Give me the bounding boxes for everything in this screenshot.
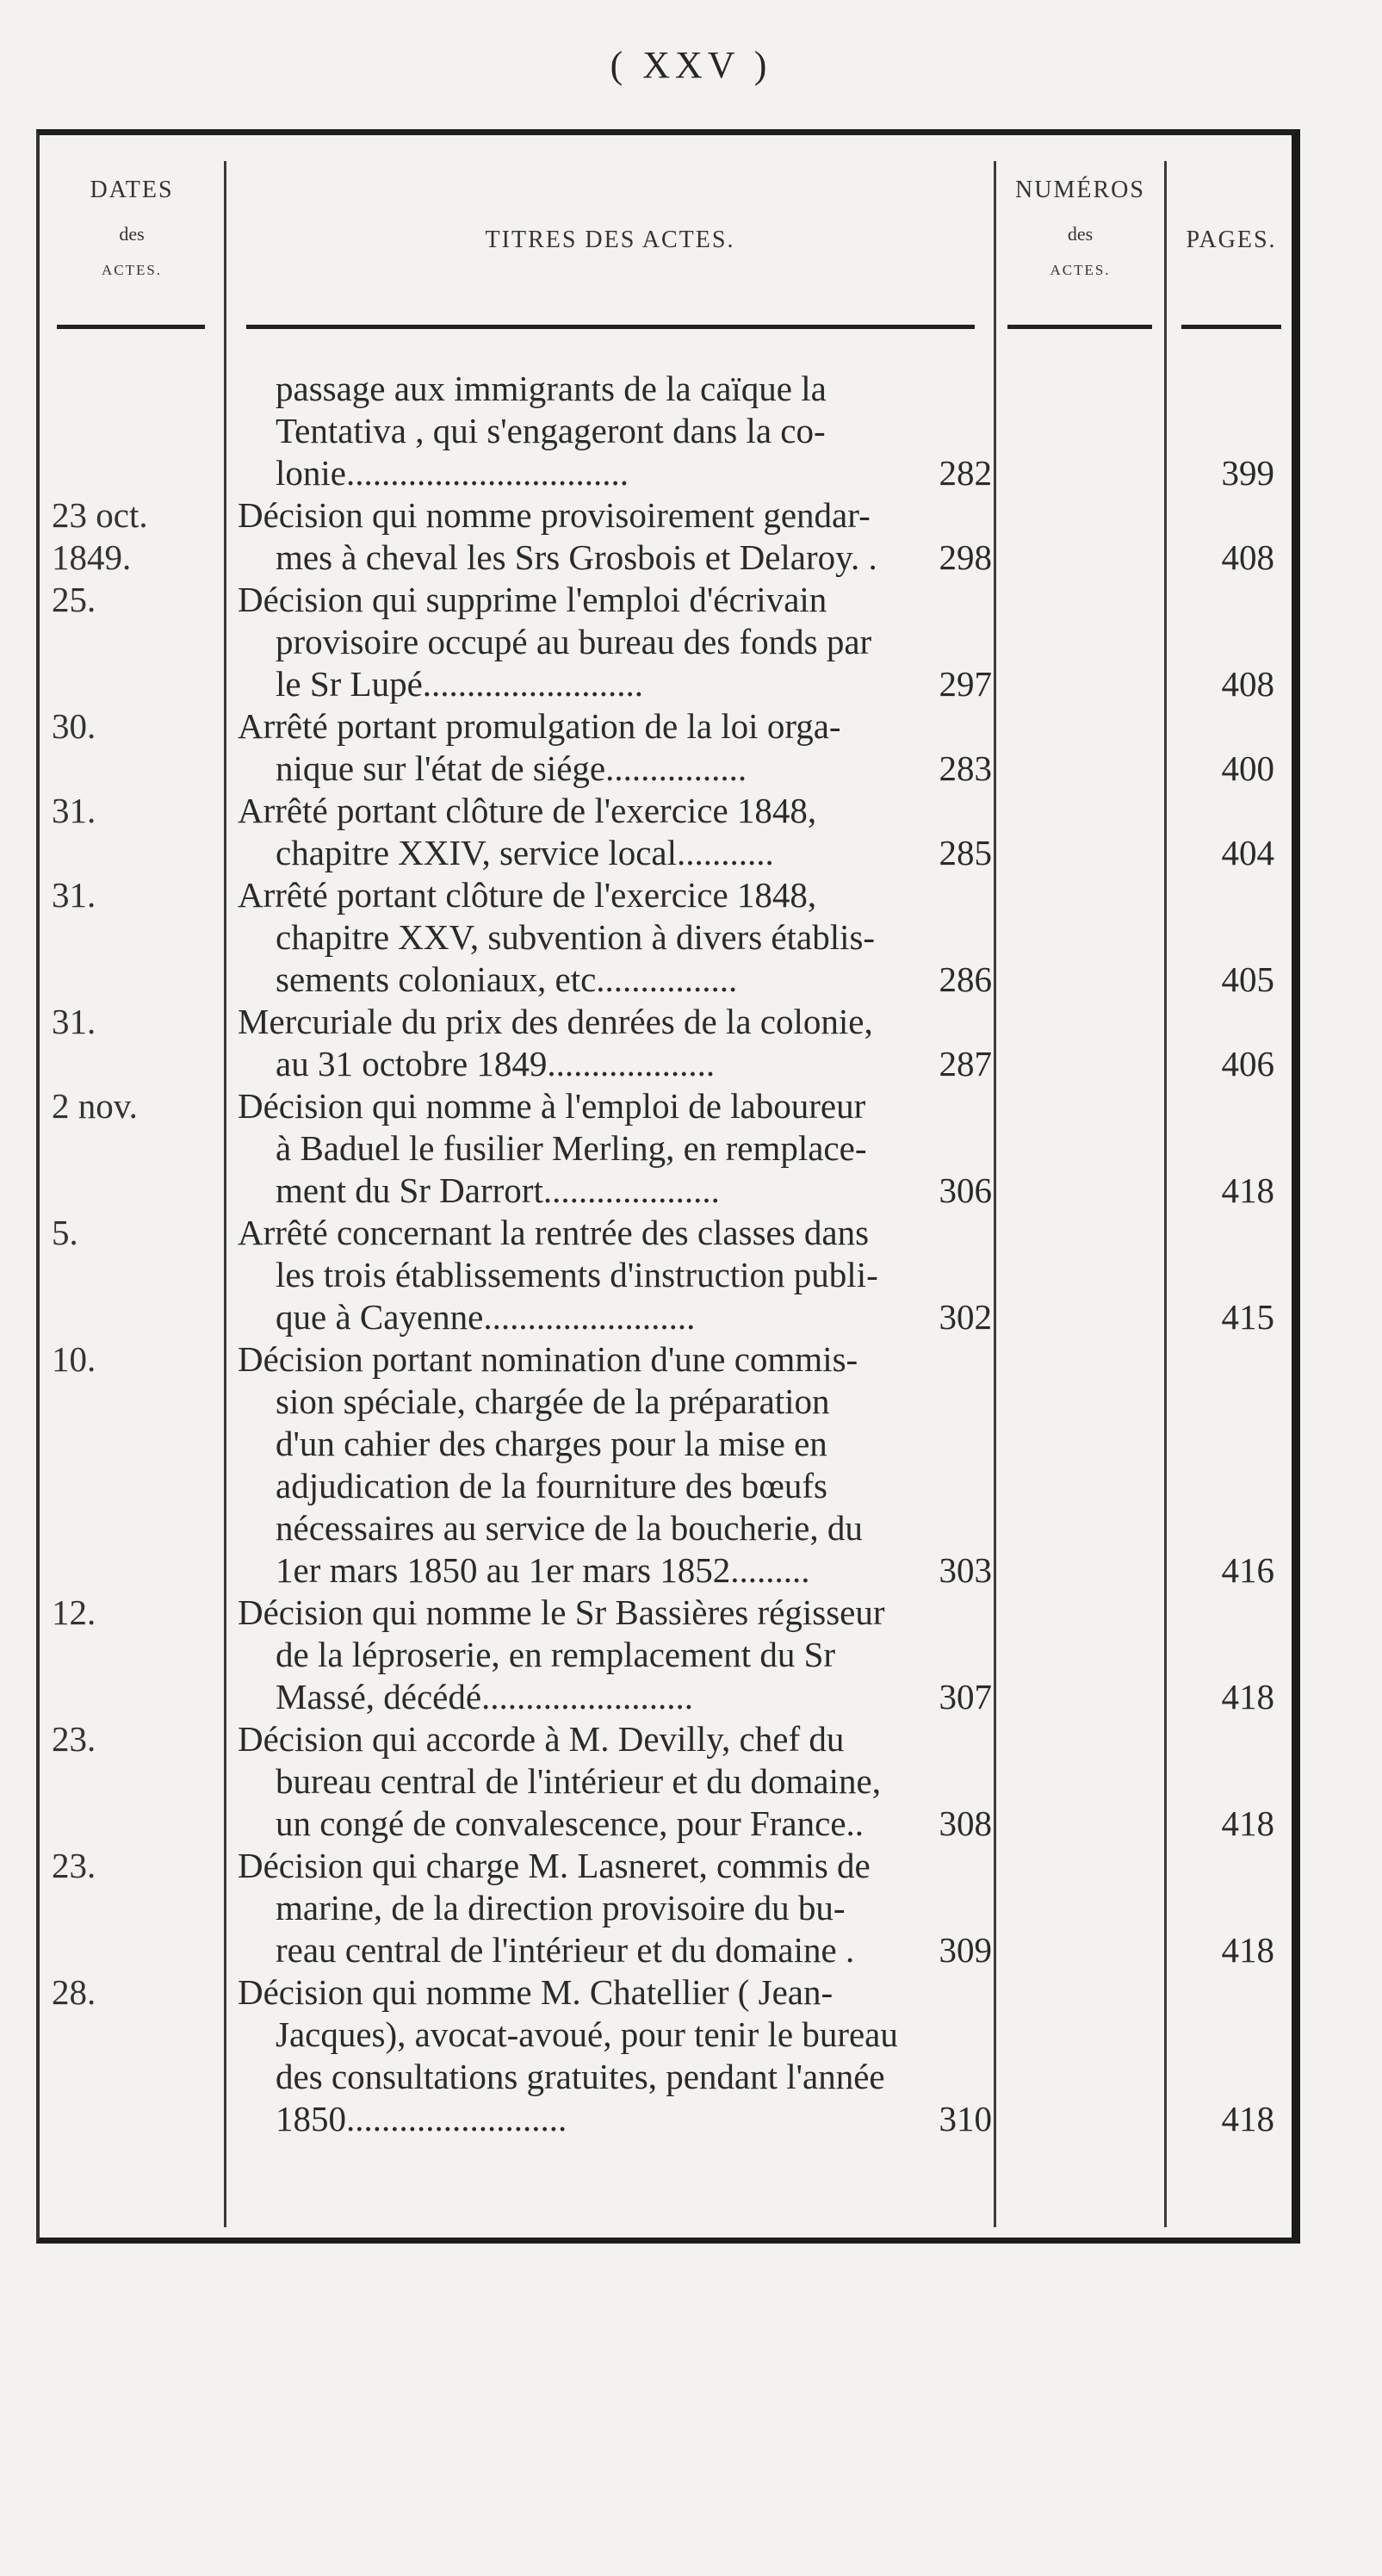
entry-act-number: 287 [939, 1044, 992, 1083]
entry-row [40, 1718, 1293, 1845]
entry-page-number: 415 [1221, 1297, 1274, 1337]
entry-row [40, 1212, 1293, 1338]
entry-title-line: le Sr Lupé......................... [276, 664, 644, 704]
entry-title-line: sion spéciale, chargée de la préparation [276, 1381, 830, 1421]
entry-title-line: à Baduel le fusilier Merling, en remplace- [276, 1128, 867, 1168]
entry-row [40, 790, 1293, 874]
entry-title-line: 1850......................... [276, 2099, 567, 2138]
entry-date: 25. [52, 580, 96, 619]
entry-page-number: 418 [1221, 2099, 1274, 2138]
entry-date: 31. [52, 791, 96, 830]
entry-row [40, 1971, 1293, 2140]
entry-title-line: chapitre XXV, subvention à divers établis- [276, 917, 876, 957]
entry-act-number: 283 [939, 748, 992, 788]
entry-title-line: d'un cahier des charges pour la mise en [276, 1424, 827, 1463]
entry-act-number: 282 [939, 453, 992, 493]
entry-title-line: des consultations gratuites, pendant l'année [276, 2057, 885, 2096]
entry-title-line: Massé, décédé........................ [276, 1677, 694, 1716]
header-rule [1007, 325, 1152, 329]
page-number: ( XXV ) [610, 44, 772, 86]
entry-title-line: chapitre XXIV, service local........... [276, 833, 774, 872]
entry-title-line: Décision qui accorde à M. Devilly, chef du [238, 1719, 845, 1759]
header-numeros-label: NUMÉROS [1015, 177, 1145, 203]
acts-table [36, 129, 1300, 2244]
entry-row [40, 705, 1293, 790]
entry-title-line: Décision qui nomme à l'emploi de laboureur [238, 1086, 866, 1126]
entry-page-number: 408 [1221, 664, 1274, 704]
entry-date: 30. [52, 706, 96, 746]
entry-act-number: 302 [939, 1297, 992, 1337]
entry-date: 23 oct. 1849. [52, 495, 148, 577]
entry-title-line: Décision qui supprime l'emploi d'écrivain [238, 580, 827, 619]
entry-act-number: 310 [939, 2099, 992, 2138]
entry-title-line: 1er mars 1850 au 1er mars 1852......... [276, 1550, 810, 1590]
entry-title-line: que à Cayenne........................ [276, 1297, 696, 1337]
header-pages-label: PAGES. [1186, 227, 1277, 253]
entry-title-line: sements coloniaux, etc................ [276, 959, 738, 999]
entry-title-line: lonie................................ [276, 453, 629, 493]
entry-title-line: nécessaires au service de la boucherie, du [276, 1508, 863, 1548]
entry-date: 28. [52, 1972, 96, 2012]
entry-title-line: Arrêté concernant la rentrée des classes dans [238, 1213, 870, 1252]
header-dates-actes: ACTES. [101, 262, 163, 278]
entry-title-line: Tentativa , qui s'engageront dans la co- [276, 411, 826, 450]
entry-title-line: nique sur l'état de siége................ [276, 748, 747, 788]
entry-date: 31. [52, 1002, 96, 1041]
entry-title-line: un congé de convalescence, pour France.. [276, 1803, 865, 1843]
entry-title-line: au 31 octobre 1849................... [276, 1044, 716, 1083]
entry-page-number: 406 [1221, 1044, 1274, 1083]
entry-act-number: 307 [939, 1677, 992, 1716]
entry-title-line: Décision qui nomme le Sr Bassières régisseur [238, 1592, 885, 1632]
entry-title-line: Arrêté portant clôture de l'exercice 1848, [238, 875, 817, 915]
entry-row [40, 1338, 1293, 1592]
entry-date: 2 nov. [52, 1086, 138, 1126]
entries-list [40, 368, 1293, 2140]
entry-row [40, 1592, 1293, 1718]
entry-title-line: adjudication de la fourniture des bœufs [276, 1466, 828, 1505]
entry-act-number: 303 [939, 1550, 992, 1590]
header-rule [1181, 325, 1281, 329]
header-dates-label: DATES [90, 177, 174, 203]
entry-row [40, 579, 1293, 705]
entry-act-number: 309 [939, 1930, 992, 1970]
entry-title-line: Décision qui nomme provisoirement gendar- [238, 495, 871, 535]
entry-page-number: 405 [1221, 959, 1274, 999]
entry-page-number: 408 [1221, 537, 1274, 577]
entry-title-line: provisoire occupé au bureau des fonds par [276, 622, 872, 661]
entry-act-number: 306 [939, 1170, 992, 1210]
entry-title-line: reau central de l'intérieur et du domaine . [276, 1930, 855, 1970]
entry-title-line: les trois établissements d'instruction publi- [276, 1255, 878, 1294]
entry-title-line: passage aux immigrants de la caïque la [276, 369, 827, 408]
header-rule [246, 325, 975, 329]
entry-page-number: 416 [1221, 1550, 1274, 1590]
entry-row [40, 874, 1293, 1001]
entry-title-line: Jacques), avocat-avoué, pour tenir le bureau [276, 2014, 898, 2054]
header-titles-label: TITRES DES ACTES. [485, 227, 735, 253]
entry-act-number: 286 [939, 959, 992, 999]
entry-title-line: Décision portant nomination d'une commis- [238, 1339, 858, 1379]
entry-page-number: 418 [1221, 1677, 1274, 1716]
entry-act-number: 308 [939, 1803, 992, 1843]
entry-title-line: Arrêté portant clôture de l'exercice 1848, [238, 791, 817, 830]
entry-title-line: Arrêté portant promulgation de la loi orga- [238, 706, 841, 746]
entry-date: 31. [52, 875, 96, 915]
header-numeros-actes: ACTES. [1050, 262, 1111, 278]
header-numeros [996, 178, 1164, 277]
entry-title-line: Mercuriale du prix des denrées de la colonie, [238, 1002, 873, 1041]
entry-date: 10. [52, 1339, 96, 1379]
entry-act-number: 297 [939, 664, 992, 704]
entry-title-line: bureau central de l'intérieur et du domaine, [276, 1761, 881, 1801]
entry-title-line: marine, de la direction provisoire du bu- [276, 1888, 846, 1927]
entry-title-line: ment du Sr Darrort.................... [276, 1170, 720, 1210]
entry-page-number: 399 [1221, 453, 1274, 493]
entry-row [40, 494, 1293, 579]
entry-page-number: 404 [1221, 833, 1274, 872]
entry-act-number: 285 [939, 833, 992, 872]
entry-row [40, 1845, 1293, 1971]
header-pages [1167, 228, 1296, 252]
header-titles [226, 228, 994, 252]
entry-page-number: 418 [1221, 1170, 1274, 1210]
header-dates-des: des [119, 223, 145, 245]
header-rule [57, 325, 205, 329]
entry-date: 23. [52, 1719, 96, 1759]
entry-title-line: mes à cheval les Srs Grosbois et Delaroy. . [276, 537, 877, 577]
entry-page-number: 418 [1221, 1803, 1274, 1843]
entry-row [40, 1085, 1293, 1212]
entry-act-number: 298 [939, 537, 992, 577]
entry-date: 23. [52, 1846, 96, 1885]
entry-title-line: Décision qui charge M. Lasneret, commis de [238, 1846, 871, 1885]
entry-date: 5. [52, 1213, 78, 1252]
entry-title-line: de la léproserie, en remplacement du Sr [276, 1635, 836, 1674]
entry-row [40, 1001, 1293, 1085]
header-dates [40, 178, 224, 277]
entry-date: 12. [52, 1592, 96, 1632]
entry-page-number: 418 [1221, 1930, 1274, 1970]
entry-title-line: Décision qui nomme M. Chatellier ( Jean- [238, 1972, 834, 2012]
entry-page-number: 400 [1221, 748, 1274, 788]
header-numeros-des: des [1067, 223, 1094, 245]
entry-row [40, 368, 1293, 494]
